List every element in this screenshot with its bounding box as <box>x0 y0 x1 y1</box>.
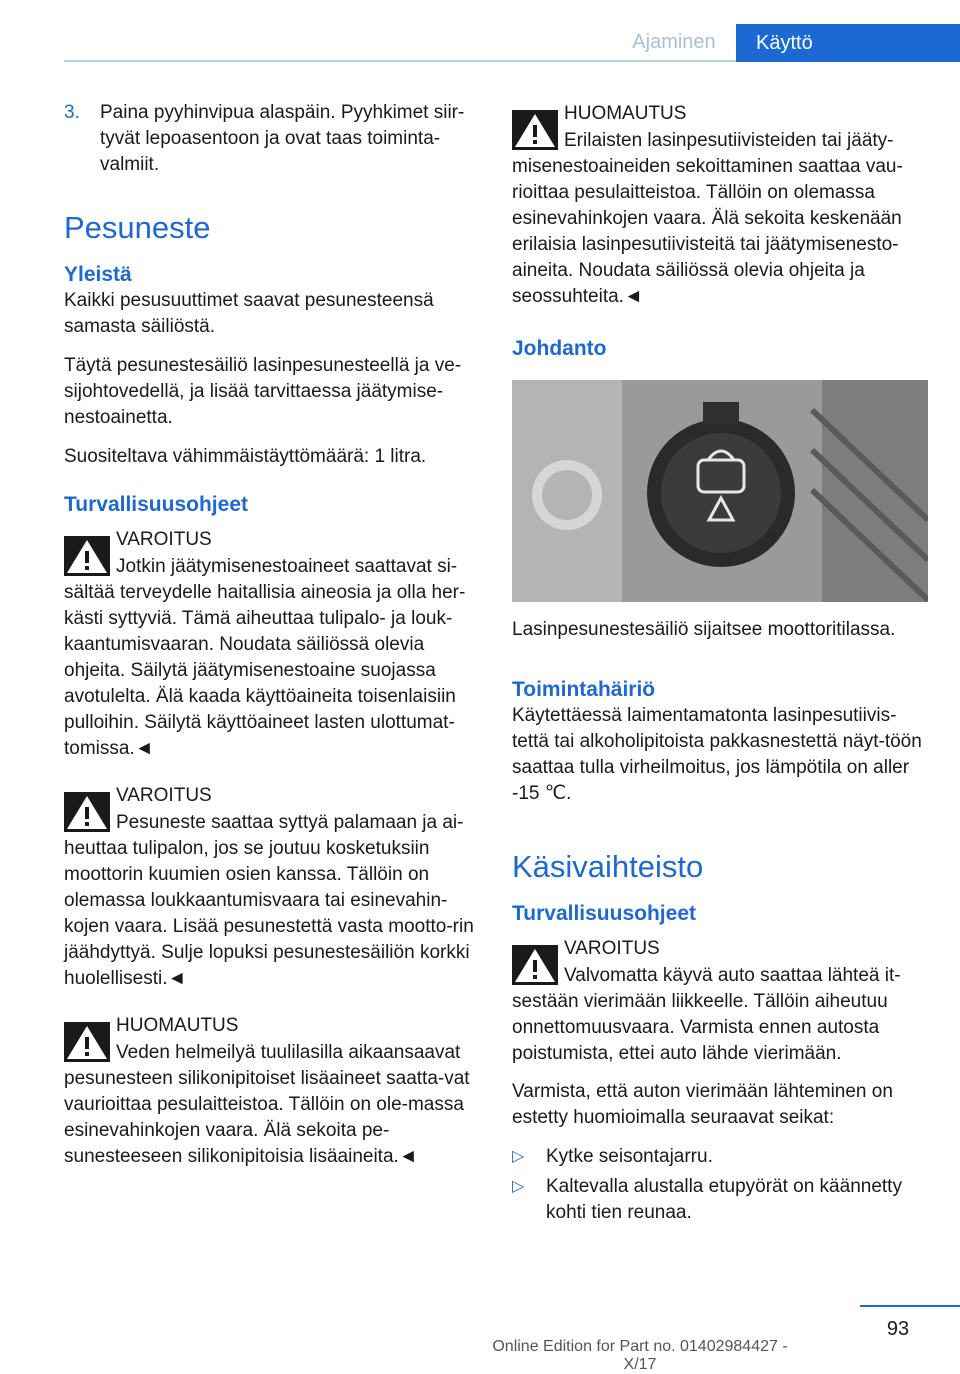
paragraph: Käytettäessä laimentamatonta lasinpesutiivis-tettä tai alkoholipitoista pakkasnestettä näyt-töön saattaa tulla virheilmoitus, jos lämpötila on aller -15 ℃. <box>512 705 922 804</box>
list-item-text: Kytke seisontajarru. <box>546 1146 713 1167</box>
warning-triangle-icon <box>64 792 110 832</box>
heading-turvallisuusohjeet: Turvallisuusohjeet <box>64 493 248 516</box>
paragraph: Varmista, että auton vierimään lähteminen on estetty huomioimalla seuraavat seikat: <box>512 1081 893 1128</box>
notice-block <box>64 1012 480 1170</box>
list-item-text: Kaltevalla alustalla etupyörät on käännetty kohti tien reunaa. <box>546 1176 902 1223</box>
warning-block <box>64 526 480 762</box>
notice-text: Erilaisten lasinpesutiivisteiden tai jääty-misenestoaineiden sekoittaminen saattaa vau-rioittaa pesulaitteistoa. Tällöin on olemassa esinevahinkojen vaara. Älä sekoita keskenään erilaisia lasinpesutiivisteitä tai jäätymisenesto-aineita. Noudata säiliössä olevia ohjeita ja seossuhteita.◄ <box>512 130 903 307</box>
section-tab-ajaminen[interactable]: Ajaminen <box>612 24 736 60</box>
step-number: 3. <box>64 102 80 123</box>
figure-caption: Lasinpesunestesäiliö sijaitsee moottoritilassa. <box>512 619 896 640</box>
warning-triangle-icon <box>512 945 558 985</box>
right-column <box>512 100 928 1230</box>
step-text: Paina pyyhinvipua alaspäin. Pyyhkimet siir-tyvät lepoasentoon ja ovat taas toiminta-valmiit. <box>100 102 465 175</box>
warning-block <box>64 782 480 992</box>
heading-kasivaihteisto: Käsivaihteisto <box>512 849 704 884</box>
washer-fluid-reservoir-image <box>512 380 928 602</box>
list-item <box>512 1144 928 1170</box>
heading-yleista: Yleistä <box>64 263 132 286</box>
warning-title: VAROITUS <box>564 938 660 959</box>
warning-text: Valvomatta käyvä auto saattaa lähteä it-sestään vierimään liikkeelle. Tällöin aiheutuu onnettomuusvaara. Varmista ennen autosta poistumista, ettei auto lähde vierimään. <box>512 965 901 1064</box>
paragraph: Täytä pesunestesäiliö lasinpesunesteellä ja ve-sijohtovedellä, ja lisää tarvittaessa jäätymise-nestoainetta. <box>64 355 462 428</box>
warning-text: Jotkin jäätymisenestoaineet saattavat si-sältää terveydelle haitallisia aineosia ja olla her-kästi syttyviä. Tämä aiheuttaa tulipalo- ja louk-kaantumisvaaran. Noudata säiliössä olevia ohjeita. Säilytä jäätymisenestoaine suojassa avotulelta. Älä kaada käyttöaineita toisenlaisiin pulloihin. Säilytä käyttöaineet lasten ulottumat-tomissa.◄ <box>64 556 466 759</box>
warning-triangle-icon <box>64 1022 110 1062</box>
paragraph: Suositeltava vähimmäistäyttömäärä: 1 litra. <box>64 446 427 467</box>
bullet-triangle-icon: ▷ <box>512 1148 525 1165</box>
warning-title: VAROITUS <box>116 529 212 550</box>
edition-footer: Online Edition for Part no. 01402984427 - X/17 <box>492 1338 788 1373</box>
heading-pesuneste: Pesuneste <box>64 210 211 245</box>
notice-block <box>512 100 928 310</box>
step-3 <box>64 100 480 178</box>
warning-triangle-icon <box>512 110 558 150</box>
list-item <box>512 1174 928 1226</box>
bullet-triangle-icon: ▷ <box>512 1178 525 1195</box>
paragraph: Kaikki pesusuuttimet saavat pesunesteensä samasta säiliöstä. <box>64 290 434 337</box>
warning-block <box>512 935 928 1067</box>
notice-text: Veden helmeilyä tuulilasilla aikaansaavat pesunesteen silikonipitoiset lisäaineet saatta-vat vaurioittaa pesulaitteistoa. Tällöin on ole-massa esinevahinkojen vaara. Älä sekoita pe-sunesteeseen silikonipitoisia lisäaineita.◄ <box>64 1042 470 1167</box>
page-number: 93 <box>886 1318 910 1340</box>
footer-rule <box>860 1305 960 1307</box>
warning-text: Pesuneste saattaa syttyä palamaan ja ai-heuttaa tulipalon, jos se joutuu kosketuksiin moottorin kuumien osien kanssa. Tällöin on olemassa loukkaantumisvaara tai esinevahin-kojen vaara. Lisää pesunestettä vasta mootto-rin jäähdyttyä. Sulje lopuksi pesunestesäiliön korkki huolellisesti.◄ <box>64 812 474 989</box>
heading-turvallisuusohjeet: Turvallisuusohjeet <box>512 902 696 925</box>
notice-title: HUOMAUTUS <box>564 103 687 124</box>
heading-toimintahairio: Toimintahäiriö <box>512 678 656 701</box>
chapter-tab-kaytto[interactable]: Käyttö <box>736 24 960 62</box>
warning-title: VAROITUS <box>116 785 212 806</box>
heading-johdanto: Johdanto <box>512 337 607 360</box>
warning-triangle-icon <box>64 536 110 576</box>
notice-title: HUOMAUTUS <box>116 1015 239 1036</box>
left-column <box>64 100 480 1190</box>
